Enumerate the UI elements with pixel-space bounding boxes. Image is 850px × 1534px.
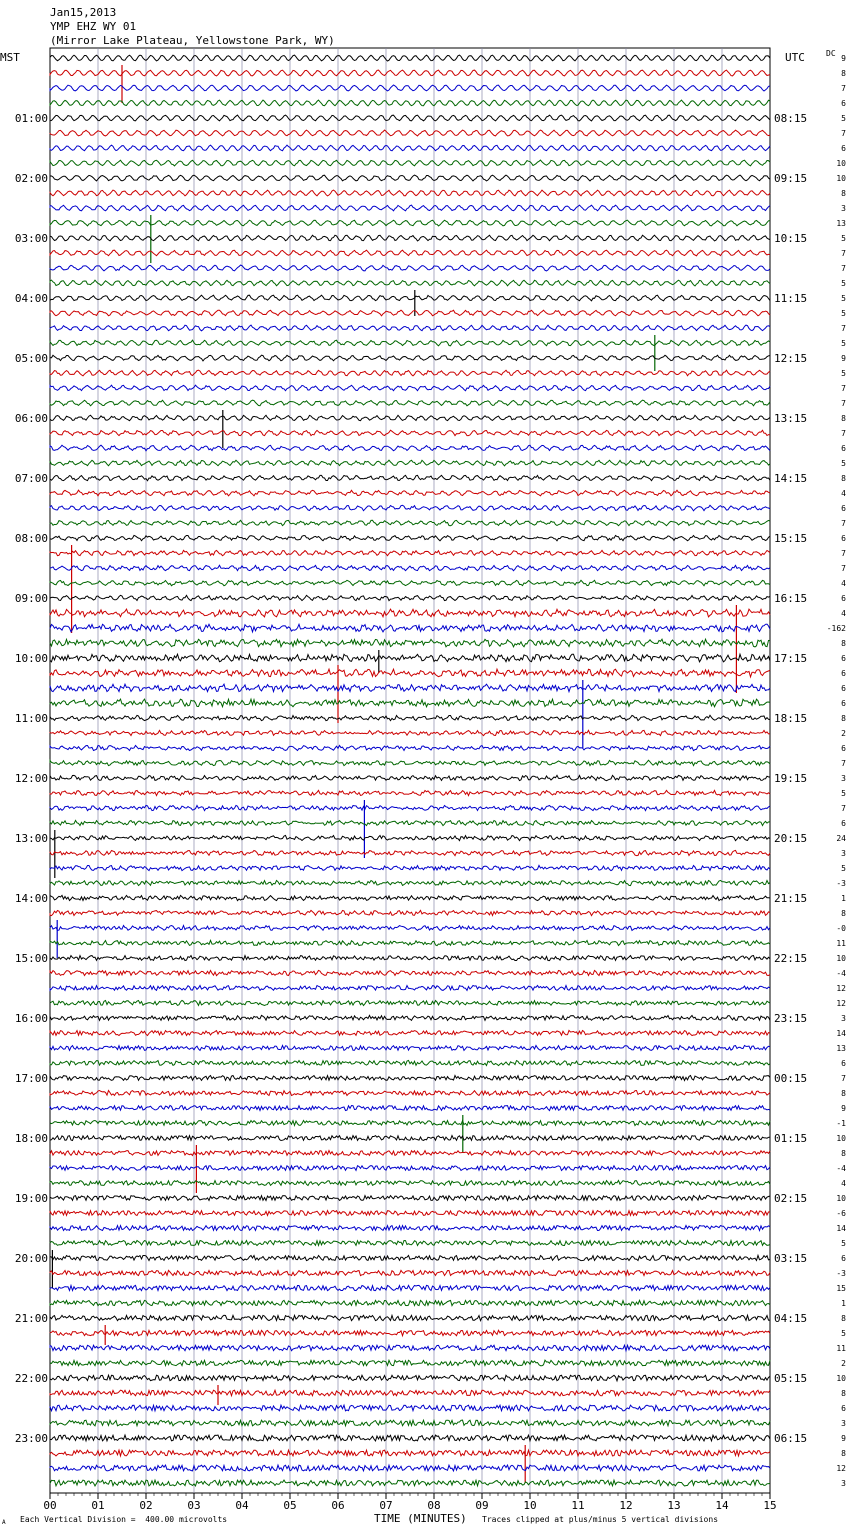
dc-offset-label: 7 (841, 129, 846, 138)
dc-offset-label: 10 (836, 159, 846, 168)
dc-offset-label: 5 (841, 294, 846, 303)
trace-line (50, 865, 770, 870)
left-hour-label: 19:00 (14, 1192, 48, 1205)
dc-offset-label: 11 (836, 939, 846, 948)
right-hour-label: 09:15 (774, 172, 808, 185)
dc-offset-label: 7 (841, 1074, 846, 1083)
trace-line (50, 1015, 770, 1020)
dc-offset-label: 7 (841, 804, 846, 813)
left-hour-label: 21:00 (14, 1312, 48, 1325)
dc-offset-label: 3 (841, 849, 846, 858)
trace-line (50, 880, 770, 885)
trace-line (50, 624, 770, 632)
left-timezone-label: MST (0, 51, 20, 64)
left-hour-label: 01:00 (14, 112, 48, 125)
dc-offset-label: 8 (841, 1389, 846, 1398)
dc-offset-label: 6 (841, 594, 846, 603)
right-hour-label: 22:15 (774, 952, 808, 965)
trace-line (50, 1046, 770, 1051)
dc-offset-label: 6 (841, 144, 846, 153)
dc-offset-label: 6 (841, 654, 846, 663)
trace-line (50, 1226, 770, 1231)
dc-offset-label: 1 (841, 894, 846, 903)
trace-line (50, 775, 770, 780)
right-hour-label: 17:15 (774, 652, 808, 665)
dc-offset-label: 7 (841, 384, 846, 393)
dc-offset-label: -4 (836, 1164, 846, 1173)
trace-group (50, 55, 770, 1486)
dc-offset-label: 15 (836, 1284, 846, 1293)
header-date: Jan15,2013 (50, 6, 117, 19)
right-hour-label: 23:15 (774, 1012, 808, 1025)
trace-line (50, 1151, 770, 1156)
x-tick-label: 09 (475, 1499, 489, 1512)
left-hour-label: 15:00 (14, 952, 48, 965)
trace-line (50, 805, 770, 810)
dc-offset-label: -3 (836, 1269, 846, 1278)
trace-line (50, 595, 770, 600)
dc-offset-label: 4 (841, 489, 846, 498)
dc-offset-label: 3 (841, 1479, 846, 1488)
trace-line (50, 760, 770, 765)
trace-line (50, 699, 770, 707)
trace-line (50, 1196, 770, 1201)
dc-offset-label: 5 (841, 1329, 846, 1338)
dc-offset-label: -4 (836, 969, 846, 978)
dc-offset-label: 13 (836, 219, 846, 228)
trace-line (50, 1465, 770, 1471)
trace-line (50, 1315, 770, 1320)
left-hour-label: 09:00 (14, 592, 48, 605)
trace-line (50, 609, 770, 617)
trace-line (50, 1435, 770, 1441)
dc-offset-label: 5 (841, 789, 846, 798)
trace-line (50, 205, 770, 211)
scale-note: Each Vertical Division = 400.00 microvolts (20, 1515, 228, 1524)
dc-offset-label: 5 (841, 864, 846, 873)
dc-offset-label: 24 (836, 834, 846, 843)
left-hour-label: 11:00 (14, 712, 48, 725)
trace-line (50, 820, 770, 825)
trace-line (50, 940, 770, 945)
dc-offset-label: 8 (841, 639, 846, 648)
trace-line (50, 175, 770, 181)
x-tick-label: 08 (427, 1499, 441, 1512)
trace-line (50, 850, 770, 855)
dc-offset-label: 5 (841, 114, 846, 123)
left-hour-label: 17:00 (14, 1072, 48, 1085)
right-hour-label: 16:15 (774, 592, 808, 605)
left-hour-label: 22:00 (14, 1372, 48, 1385)
right-hour-label: 00:15 (774, 1072, 808, 1085)
dc-offset-label: 6 (841, 99, 846, 108)
trace-line (50, 986, 770, 991)
dc-offset-label: 8 (841, 414, 846, 423)
trace-line (50, 1181, 770, 1186)
trace-line (50, 1091, 770, 1096)
right-hour-label: 01:15 (774, 1132, 808, 1145)
trace-line (50, 1360, 770, 1366)
left-hour-label: 23:00 (14, 1432, 48, 1445)
trace-line (50, 430, 770, 435)
dc-offset-label: 7 (841, 84, 846, 93)
trace-line (50, 1136, 770, 1141)
trace-line (50, 535, 770, 540)
left-hour-label: 13:00 (14, 832, 48, 845)
dc-offset-label: -1 (836, 1119, 846, 1128)
dc-offset-label: 8 (841, 909, 846, 918)
right-hour-label: 10:15 (774, 232, 808, 245)
x-tick-label: 15 (763, 1499, 777, 1512)
dc-offset-label: 8 (841, 1089, 846, 1098)
label-group (15, 54, 846, 1512)
trace-line (50, 250, 770, 256)
dc-offset-label: 5 (841, 369, 846, 378)
dc-offset-label: 6 (841, 669, 846, 678)
dc-offset-label: 7 (841, 759, 846, 768)
clip-note: Traces clipped at plus/minus 5 vertical divisions (482, 1515, 719, 1524)
left-hour-label: 05:00 (14, 352, 48, 365)
right-hour-label: 05:15 (774, 1372, 808, 1385)
x-tick-label: 06 (331, 1499, 345, 1512)
dc-offset-label: 7 (841, 264, 846, 273)
trace-line (50, 340, 770, 346)
right-hour-label: 20:15 (774, 832, 808, 845)
right-hour-label: 04:15 (774, 1312, 808, 1325)
dc-offset-label: 5 (841, 279, 846, 288)
left-hour-label: 02:00 (14, 172, 48, 185)
trace-line (50, 130, 770, 136)
dc-offset-label: -3 (836, 879, 846, 888)
dc-offset-label: 8 (841, 1314, 846, 1323)
trace-line (50, 684, 770, 691)
dc-offset-label: 6 (841, 744, 846, 753)
x-tick-label: 13 (667, 1499, 681, 1512)
x-tick-label: 00 (43, 1499, 57, 1512)
x-axis-title: TIME (MINUTES) (374, 1512, 467, 1525)
right-timezone-label: UTC (785, 51, 805, 64)
dc-offset-label: 5 (841, 1239, 846, 1248)
trace-line (50, 580, 770, 585)
left-hour-label: 10:00 (14, 652, 48, 665)
trace-line (50, 325, 770, 331)
dc-offset-label: 4 (841, 1179, 846, 1188)
dc-offset-label: 9 (841, 1434, 846, 1443)
right-hour-label: 06:15 (774, 1432, 808, 1445)
dc-offset-label: 6 (841, 1059, 846, 1068)
trace-line (50, 1030, 770, 1035)
trace-line (50, 1390, 770, 1396)
dc-offset-label: 7 (841, 249, 846, 258)
trace-line (50, 895, 770, 900)
dc-offset-label: 8 (841, 714, 846, 723)
trace-line (50, 1450, 770, 1456)
trace-line (50, 145, 770, 151)
dc-offset-label: 9 (841, 1104, 846, 1113)
trace-line (50, 505, 770, 511)
dc-offset-label: 5 (841, 459, 846, 468)
trace-line (50, 490, 770, 496)
trace-line (50, 715, 770, 720)
dc-offset-label: 8 (841, 1449, 846, 1458)
x-tick-label: 03 (187, 1499, 201, 1512)
trace-line (50, 730, 770, 735)
trace-line (50, 460, 770, 466)
dc-offset-label: 10 (836, 954, 846, 963)
trace-line (50, 85, 770, 91)
trace-line (50, 639, 770, 647)
x-tick-label: 01 (91, 1499, 105, 1512)
trace-line (50, 746, 770, 751)
trace-line (50, 1375, 770, 1381)
trace-line (50, 970, 770, 975)
right-hour-label: 03:15 (774, 1252, 808, 1265)
right-hour-label: 02:15 (774, 1192, 808, 1205)
dc-offset-label: -6 (836, 1209, 846, 1218)
trace-line (50, 1106, 770, 1111)
right-hour-label: 18:15 (774, 712, 808, 725)
trace-line (50, 1211, 770, 1216)
dc-offset-label: 13 (836, 1044, 846, 1053)
dc-offset-label: 3 (841, 204, 846, 213)
trace-line (50, 654, 770, 662)
dc-offset-label: 6 (841, 1254, 846, 1263)
trace-line (50, 1241, 770, 1246)
left-hour-label: 06:00 (14, 412, 48, 425)
dc-offset-label: 7 (841, 549, 846, 558)
x-tick-label: 12 (619, 1499, 633, 1512)
dc-offset-label: 9 (841, 54, 846, 63)
x-tick-label: 10 (523, 1499, 537, 1512)
trace-line (50, 415, 770, 421)
dc-offset-label: 10 (836, 1194, 846, 1203)
dc-offset-label: 2 (841, 1359, 846, 1368)
right-hour-label: 11:15 (774, 292, 808, 305)
dc-offset-label: 8 (841, 1149, 846, 1158)
header-station: YMP EHZ WY 01 (50, 20, 137, 33)
trace-line (50, 160, 770, 166)
dc-offset-label: 4 (841, 609, 846, 618)
trace-line (50, 445, 770, 451)
dc-offset-label: 5 (841, 309, 846, 318)
dc-offset-label: 10 (836, 174, 846, 183)
trace-line (50, 835, 770, 840)
left-hour-label: 04:00 (14, 292, 48, 305)
plot-grid (50, 48, 770, 1499)
trace-line (50, 669, 770, 677)
right-hour-label: 08:15 (774, 112, 808, 125)
x-tick-label: 05 (283, 1499, 297, 1512)
trace-line (50, 520, 770, 525)
trace-line (50, 1060, 770, 1065)
dc-offset-label: 8 (841, 474, 846, 483)
dc-offset-label: 1 (841, 1299, 846, 1308)
trace-line (50, 70, 770, 76)
right-hour-label: 15:15 (774, 532, 808, 545)
dc-offset-label: 3 (841, 774, 846, 783)
right-hour-label: 19:15 (774, 772, 808, 785)
dc-offset-label: 3 (841, 1014, 846, 1023)
trace-line (50, 1330, 770, 1335)
trace-line (50, 265, 770, 271)
trace-line (50, 220, 770, 226)
dc-offset-label: 14 (836, 1224, 846, 1233)
x-tick-label: 07 (379, 1499, 393, 1512)
dc-offset-label: 6 (841, 684, 846, 693)
dc-offset-label: 12 (836, 984, 846, 993)
dc-offset-label: 2 (841, 729, 846, 738)
trace-line (50, 956, 770, 961)
trace-line (50, 1076, 770, 1081)
x-tick-label: 02 (139, 1499, 153, 1512)
dc-offset-label: 12 (836, 999, 846, 1008)
dc-offset-label: 7 (841, 519, 846, 528)
x-tick-label: 04 (235, 1499, 249, 1512)
dc-offset-label: 5 (841, 234, 846, 243)
dc-offset-label: 5 (841, 339, 846, 348)
dc-offset-label: 8 (841, 189, 846, 198)
trace-line (50, 1000, 770, 1005)
dc-offset-label: 10 (836, 1134, 846, 1143)
trace-line (50, 910, 770, 915)
dc-offset-label: 6 (841, 444, 846, 453)
dc-offset-label: 12 (836, 1464, 846, 1473)
x-tick-label: 11 (571, 1499, 585, 1512)
dc-offset-label: 8 (841, 69, 846, 78)
dc-offset-label: 11 (836, 1344, 846, 1353)
trace-line (50, 1166, 770, 1171)
dc-offset-label: -162 (826, 624, 846, 633)
dc-offset-label: 3 (841, 1419, 846, 1428)
trace-line (50, 1405, 770, 1411)
trace-line (50, 1270, 770, 1275)
left-hour-label: 08:00 (14, 532, 48, 545)
left-hour-label: 18:00 (14, 1132, 48, 1145)
dc-offset-label: 7 (841, 399, 846, 408)
trace-line (50, 1255, 770, 1260)
trace-line (50, 1285, 770, 1290)
trace-line (50, 565, 770, 570)
dc-offset-label: 6 (841, 534, 846, 543)
dc-offset-label: 7 (841, 429, 846, 438)
x-tick-label: 14 (715, 1499, 729, 1512)
dc-label: DC (826, 49, 836, 58)
left-hour-label: 07:00 (14, 472, 48, 485)
right-hour-label: 13:15 (774, 412, 808, 425)
plot-frame (50, 48, 770, 1493)
right-hour-label: 21:15 (774, 892, 808, 905)
trace-line (50, 115, 770, 121)
right-hour-label: 12:15 (774, 352, 808, 365)
trace-line (50, 550, 770, 555)
left-hour-label: 20:00 (14, 1252, 48, 1265)
trace-line (50, 280, 770, 286)
trace-line (50, 1300, 770, 1305)
dc-offset-label: 6 (841, 504, 846, 513)
trace-line (50, 1420, 770, 1426)
dc-offset-label: 9 (841, 354, 846, 363)
dc-offset-label: 14 (836, 1029, 846, 1038)
trace-line (50, 400, 770, 406)
trace-line (50, 310, 770, 316)
trace-line (50, 55, 770, 61)
left-hour-label: 12:00 (14, 772, 48, 785)
dc-offset-label: 7 (841, 324, 846, 333)
trace-line (50, 295, 770, 301)
dc-offset-label: 6 (841, 1404, 846, 1413)
trace-line (50, 100, 770, 106)
corner-mark: A (2, 1519, 6, 1526)
left-hour-label: 16:00 (14, 1012, 48, 1025)
trace-line (50, 370, 770, 376)
dc-offset-label: 6 (841, 819, 846, 828)
dc-offset-label: 10 (836, 1374, 846, 1383)
trace-line (50, 1480, 770, 1486)
trace-line (50, 475, 770, 480)
trace-line (50, 926, 770, 931)
trace-line (50, 355, 770, 361)
right-hour-label: 14:15 (774, 472, 808, 485)
dc-offset-label: 4 (841, 579, 846, 588)
header-location: (Mirror Lake Plateau, Yellowstone Park, WY) (50, 34, 335, 47)
left-hour-label: 03:00 (14, 232, 48, 245)
trace-line (50, 190, 770, 196)
left-hour-label: 14:00 (14, 892, 48, 905)
trace-line (50, 235, 770, 241)
trace-line (50, 790, 770, 795)
trace-line (50, 1121, 770, 1126)
trace-line (50, 1345, 770, 1350)
dc-offset-label: 6 (841, 699, 846, 708)
dc-offset-label: -0 (836, 924, 846, 933)
dc-offset-label: 7 (841, 564, 846, 573)
trace-line (50, 385, 770, 391)
